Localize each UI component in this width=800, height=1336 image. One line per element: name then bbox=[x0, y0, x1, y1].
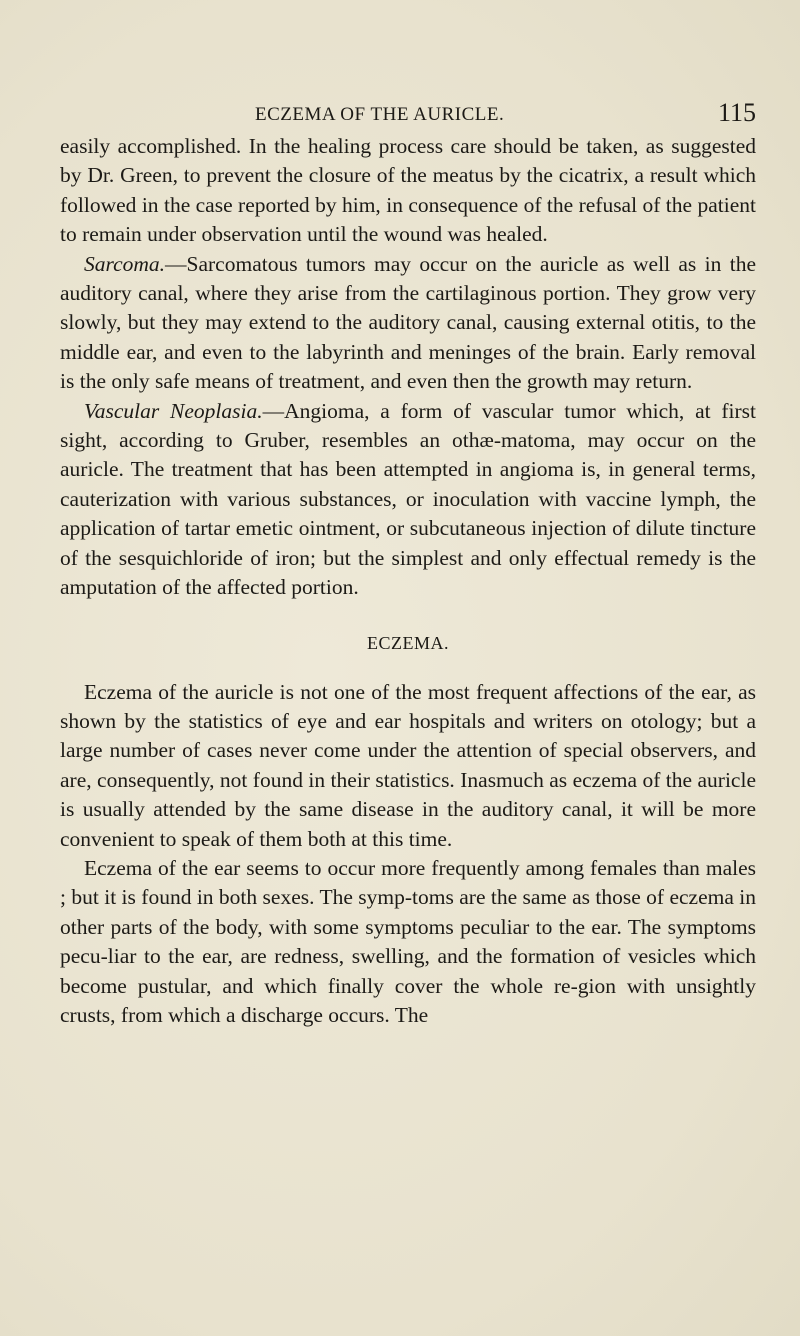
running-head bbox=[60, 96, 756, 132]
paragraph-eczema-frequency bbox=[60, 678, 756, 854]
paragraph-text: Eczema of the auricle is not one of the most frequent affections of the ear, as shown by the statistics of eye and ear hospitals and writers on otology; but a large number of cases never come under the attention of special observers, and are, consequently, not found in their statistics. Inasmuch as eczema of the auricle is usually attended by the same disease in the auditory canal, it will be more convenient to speak of them both at this time. bbox=[60, 679, 756, 851]
paragraph-sarcoma bbox=[60, 250, 756, 397]
paragraph-vascular-neoplasia bbox=[60, 397, 756, 603]
subheading-sarcoma: Sarcoma. bbox=[84, 251, 166, 276]
paragraph-eczema-symptoms bbox=[60, 854, 756, 1030]
paragraph-text: —Angioma, a form of vascular tumor which, at first sight, according to Gruber, resembles an othæ-matoma, may occur on the auricle. The treatment that has been attempted in angioma is, in general terms, cauterization with various substances, or inoculation with vaccine lymph, the application of tartar emetic ointment, or subcutaneous injection of dilute tincture of the sesquichloride of iron; but the simplest and only effectual remedy is the amputation of the affected portion. bbox=[60, 398, 756, 600]
book-page bbox=[60, 96, 756, 1030]
paragraph-healing bbox=[60, 132, 756, 250]
running-title: ECZEMA OF THE AURICLE. bbox=[255, 104, 505, 125]
paragraph-text: easily accomplished. In the healing process care should be taken, as suggested by Dr. Green, to prevent the closure of the meatus by the cicatrix, a result which followed in the case reported by him, in consequence of the refusal of the patient to remain under observation until the wound was healed. bbox=[60, 134, 756, 247]
section-heading-eczema: ECZEMA. bbox=[367, 632, 449, 653]
subheading-vascular-neoplasia: Vascular Neoplasia. bbox=[84, 398, 263, 423]
paragraph-text: Eczema of the ear seems to occur more frequently among females than males ; but it is found in both sexes. The symp-toms are the same as those of eczema in other parts of the body, with some symptoms peculiar to the ear. The symptoms pecu-liar to the ear, are redness, swelling, and the formation of vesicles which become pustular, and which finally cover the whole re-gion with unsightly crusts, from which a discharge occurs. The bbox=[60, 855, 756, 1027]
paragraph-text: —Sarcomatous tumors may occur on the auricle as well as in the auditory canal, where they arise from the cartilaginous portion. They grow very slowly, but they may extend to the auditory canal, causing external otitis, to the middle ear, and even to the labyrinth and meninges of the brain. Early removal is the only safe means of treatment, and even then the growth may return. bbox=[60, 251, 756, 394]
page-number: 115 bbox=[717, 98, 756, 127]
